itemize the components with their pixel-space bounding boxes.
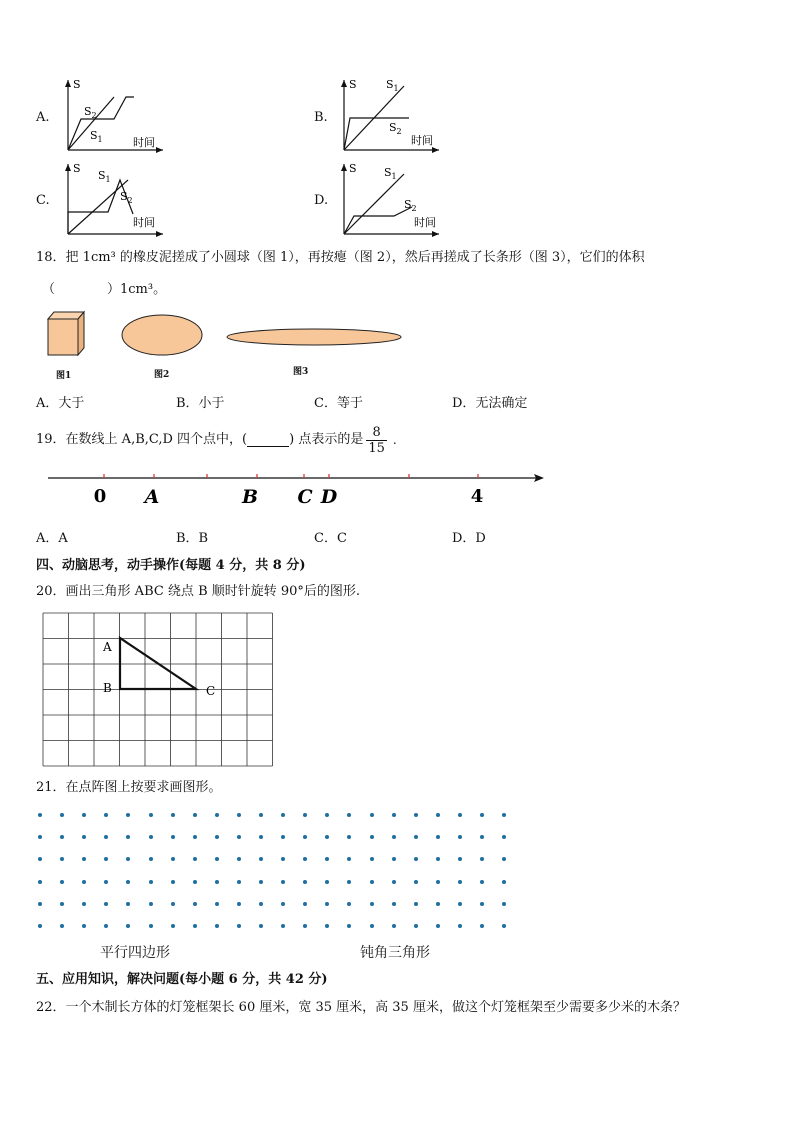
lattice-dot[interactable]	[281, 813, 285, 817]
lattice-dot[interactable]	[193, 880, 197, 884]
lattice-dot[interactable]	[370, 924, 374, 928]
point-a-label: A	[144, 486, 160, 508]
option-c-letter: C.	[36, 193, 50, 208]
lattice-dot[interactable]	[104, 924, 108, 928]
lattice-dot[interactable]	[392, 924, 396, 928]
axis-s-label: S	[73, 78, 81, 91]
lattice-dot[interactable]	[149, 835, 153, 839]
section-five-title: 五、应用知识，解决问题(每小题 6 分，共 42 分)	[36, 972, 328, 987]
lattice-dot[interactable]	[82, 924, 86, 928]
lattice-dot[interactable]	[38, 835, 42, 839]
lattice-dot[interactable]	[458, 880, 462, 884]
label-s2: $S_2$	[389, 121, 402, 136]
lattice-dot[interactable]	[104, 880, 108, 884]
lattice-dot[interactable]	[480, 902, 484, 906]
lattice-dot[interactable]	[126, 924, 130, 928]
lattice-dot[interactable]	[414, 880, 418, 884]
lattice-dot[interactable]	[281, 880, 285, 884]
lattice-dot[interactable]	[82, 880, 86, 884]
lattice-dot[interactable]	[215, 924, 219, 928]
q18-option-d[interactable]: D．无法确定	[452, 396, 528, 411]
lattice-dot[interactable]	[171, 880, 175, 884]
lattice-dot[interactable]	[325, 902, 329, 906]
lattice-dot[interactable]	[193, 902, 197, 906]
lattice-dot[interactable]	[215, 902, 219, 906]
section-four-title: 四、动脑思考，动手操作(每题 4 分，共 8 分)	[36, 558, 306, 573]
lattice-dot[interactable]	[215, 880, 219, 884]
fig2-label: 图2	[154, 370, 170, 380]
lattice-dot[interactable]	[414, 813, 418, 817]
lattice-dot[interactable]	[458, 813, 462, 817]
lattice-dot[interactable]	[347, 924, 351, 928]
lattice-dot[interactable]	[480, 857, 484, 861]
lattice-dot[interactable]	[38, 880, 42, 884]
lattice-dot[interactable]	[281, 857, 285, 861]
answer-blank[interactable]	[247, 434, 289, 447]
fraction-denominator: 15	[368, 440, 385, 456]
lattice-dot[interactable]	[303, 835, 307, 839]
lattice-dot[interactable]	[259, 835, 263, 839]
lattice-dot[interactable]	[60, 835, 64, 839]
lattice-dot[interactable]	[458, 902, 462, 906]
lattice-dot[interactable]	[60, 813, 64, 817]
graph-option-b	[334, 76, 444, 156]
lattice-dot[interactable]	[259, 813, 263, 817]
lattice-dot[interactable]	[414, 924, 418, 928]
lattice-dot[interactable]	[458, 835, 462, 839]
lattice-dot[interactable]	[414, 902, 418, 906]
line-s2	[344, 207, 412, 234]
lattice-dot[interactable]	[38, 813, 42, 817]
lattice-dot[interactable]	[347, 902, 351, 906]
graph-option-a	[58, 76, 168, 156]
lattice-dot[interactable]	[215, 857, 219, 861]
label-s2: $S_2$	[120, 190, 133, 205]
fraction-numerator: 8	[366, 425, 387, 441]
label-s1: $S_1$	[90, 129, 103, 144]
option-d-letter: D.	[314, 193, 329, 208]
lattice-dot[interactable]	[347, 880, 351, 884]
lattice-dot[interactable]	[82, 857, 86, 861]
axis-time-label: 时间	[414, 216, 436, 229]
lattice-dot[interactable]	[325, 835, 329, 839]
q19-question	[36, 420, 397, 460]
lattice-dot[interactable]	[259, 924, 263, 928]
number-line	[44, 466, 550, 512]
lattice-dot[interactable]	[392, 902, 396, 906]
lattice-dot[interactable]	[237, 835, 241, 839]
q20-question: 20．画出三角形 ABC 绕点 B 顺时针旋转 90°后的图形.	[36, 584, 361, 599]
point-c-label: C	[297, 486, 313, 508]
q19-question-prefix: 19．在数线上 A,B,C,D 四个点中，(	[36, 432, 248, 447]
lattice-dot[interactable]	[480, 924, 484, 928]
graph-option-c	[58, 160, 168, 240]
lattice-dot[interactable]	[392, 813, 396, 817]
triangle-abc	[120, 638, 196, 689]
q18-option-c[interactable]: C．等于	[314, 396, 363, 411]
lattice-dot[interactable]	[259, 902, 263, 906]
label-s2: $S_2$	[404, 198, 417, 213]
lattice-dot[interactable]	[325, 813, 329, 817]
lattice-dot[interactable]	[193, 924, 197, 928]
lattice-dot[interactable]	[38, 857, 42, 861]
lattice-dot[interactable]	[104, 813, 108, 817]
vertex-b-label: B	[103, 681, 112, 695]
lattice-dot[interactable]	[502, 902, 506, 906]
axis-time-label: 时间	[133, 136, 155, 149]
lattice-dot[interactable]	[149, 902, 153, 906]
lattice-dot[interactable]	[60, 902, 64, 906]
lattice-dot[interactable]	[149, 857, 153, 861]
lattice-dot[interactable]	[502, 880, 506, 884]
axis-s-label: S	[349, 162, 357, 175]
line-s1	[344, 174, 404, 234]
option-b-letter: B.	[314, 110, 328, 125]
lattice-dot[interactable]	[193, 813, 197, 817]
caption-obtuse-triangle: 钝角三角形	[360, 945, 430, 961]
lattice-dot[interactable]	[303, 902, 307, 906]
q22-question: 22．一个木制长方体的灯笼框架长 60 厘米，宽 35 厘米，高 35 厘米，做这个灯笼框架至少需要多少米的木条？	[36, 1000, 686, 1015]
lattice-dot[interactable]	[502, 835, 506, 839]
lattice-dot[interactable]	[325, 880, 329, 884]
lattice-dot[interactable]	[392, 857, 396, 861]
q19-option-c[interactable]: C．C	[314, 531, 347, 546]
lattice-dot[interactable]	[480, 835, 484, 839]
lattice-dot[interactable]	[281, 924, 285, 928]
vertex-c-label: C	[206, 684, 216, 698]
lattice-dot[interactable]	[237, 902, 241, 906]
lattice-dot[interactable]	[281, 902, 285, 906]
option-a-letter: A.	[36, 110, 50, 125]
lattice-dot[interactable]	[414, 835, 418, 839]
graph-option-d	[334, 160, 444, 240]
lattice-dot[interactable]	[60, 880, 64, 884]
lattice-dot[interactable]	[502, 813, 506, 817]
q18-question-line1: 18．把 1cm³ 的橡皮泥搓成了小圆球（图 1），再按瘪（图 2），然后再搓成了长条形（图 3），它们的体积	[36, 250, 645, 265]
lattice-dot[interactable]	[60, 924, 64, 928]
line-s1	[68, 180, 128, 234]
lattice-dot[interactable]	[480, 880, 484, 884]
vertex-a-label: A	[103, 640, 112, 654]
lattice-dot[interactable]	[303, 880, 307, 884]
q21-question: 21．在点阵图上按要求画图形。	[36, 780, 222, 795]
q18-option-a[interactable]: A．大于	[36, 396, 85, 411]
q19-option-d[interactable]: D．D	[452, 531, 486, 546]
lattice-dot[interactable]	[436, 880, 440, 884]
lattice-dot[interactable]	[436, 902, 440, 906]
lattice-dot[interactable]	[436, 857, 440, 861]
flattened-figure	[122, 315, 202, 355]
lattice-dot[interactable]	[126, 902, 130, 906]
label-s1: $S_1$	[384, 166, 397, 181]
lattice-dot[interactable]	[104, 902, 108, 906]
label-s1: $S_1$	[98, 169, 111, 184]
lattice-dot[interactable]	[325, 857, 329, 861]
lattice-dot[interactable]	[149, 813, 153, 817]
fig3-label: 图3	[293, 367, 309, 377]
lattice-dot[interactable]	[281, 835, 285, 839]
lattice-dot[interactable]	[237, 880, 241, 884]
label-s2: $S_2$	[84, 105, 97, 120]
label-s1: $S_1$	[386, 78, 399, 93]
lattice-dot[interactable]	[458, 924, 462, 928]
q18-option-b[interactable]: B．小于	[176, 396, 225, 411]
lattice-dot[interactable]	[237, 813, 241, 817]
q18-question-line2: （ ）1cm³。	[42, 282, 167, 297]
label-four: 4	[470, 486, 484, 507]
q19-period: .	[392, 432, 397, 447]
lattice-dot[interactable]	[82, 813, 86, 817]
lattice-dot[interactable]	[347, 857, 351, 861]
lattice-dot[interactable]	[215, 835, 219, 839]
lattice-dot[interactable]	[126, 813, 130, 817]
lattice-dot[interactable]	[303, 857, 307, 861]
lattice-dot[interactable]	[237, 857, 241, 861]
point-b-label: B	[241, 486, 259, 508]
lattice-dot[interactable]	[392, 880, 396, 884]
lattice-dot[interactable]	[149, 924, 153, 928]
lattice-dot[interactable]	[480, 813, 484, 817]
lattice-dot[interactable]	[171, 924, 175, 928]
lattice-dot[interactable]	[370, 813, 374, 817]
lattice-dot[interactable]	[502, 857, 506, 861]
lattice-dot[interactable]	[259, 880, 263, 884]
q19-option-b[interactable]: B．B	[176, 531, 209, 546]
lattice-dot[interactable]	[414, 857, 418, 861]
q19-question-suffix: ) 点表示的是	[289, 432, 364, 447]
lattice-dot[interactable]	[436, 813, 440, 817]
lattice-dot[interactable]	[82, 902, 86, 906]
clay-figures	[40, 305, 420, 380]
lattice-dot[interactable]	[126, 835, 130, 839]
grid-with-triangle[interactable]	[40, 610, 276, 770]
lattice-dot[interactable]	[193, 857, 197, 861]
lattice-dot[interactable]	[303, 924, 307, 928]
lattice-dot[interactable]	[215, 813, 219, 817]
lattice-dot[interactable]	[325, 924, 329, 928]
lattice-dot[interactable]	[436, 924, 440, 928]
strip-figure	[227, 329, 401, 345]
lattice-dot[interactable]	[171, 857, 175, 861]
lattice-dot[interactable]	[126, 857, 130, 861]
lattice-dot[interactable]	[347, 813, 351, 817]
lattice-dot[interactable]	[149, 880, 153, 884]
point-d-label: D	[320, 486, 338, 508]
caption-parallelogram: 平行四边形	[100, 945, 170, 961]
lattice-dot[interactable]	[193, 835, 197, 839]
lattice-dot[interactable]	[347, 835, 351, 839]
lattice-dot[interactable]	[502, 924, 506, 928]
lattice-dot[interactable]	[126, 880, 130, 884]
axis-time-label: 时间	[133, 216, 155, 229]
lattice-dot[interactable]	[370, 835, 374, 839]
fig1-label: 图1	[56, 371, 72, 381]
lattice-dot[interactable]	[392, 835, 396, 839]
lattice-dot[interactable]	[171, 902, 175, 906]
cube-figure	[48, 312, 84, 355]
lattice-dot[interactable]	[458, 857, 462, 861]
q19-option-a[interactable]: A．A	[36, 531, 68, 546]
fraction-8-15	[366, 425, 387, 456]
lattice-dot[interactable]	[171, 813, 175, 817]
lattice-dot[interactable]	[104, 835, 108, 839]
axis-s-label: S	[73, 162, 81, 175]
lattice-dot[interactable]	[237, 924, 241, 928]
axis-time-label: 时间	[411, 134, 433, 147]
lattice-dot[interactable]	[171, 835, 175, 839]
number-line-ticks	[104, 474, 478, 478]
lattice-dot[interactable]	[38, 924, 42, 928]
label-zero: 0	[93, 486, 107, 507]
axis-s-label: S	[349, 78, 357, 91]
lattice-dot[interactable]	[436, 835, 440, 839]
lattice-dot[interactable]	[370, 857, 374, 861]
lattice-dot[interactable]	[259, 857, 263, 861]
lattice-dot[interactable]	[370, 902, 374, 906]
lattice-dot[interactable]	[38, 902, 42, 906]
lattice-dot[interactable]	[82, 835, 86, 839]
lattice-dot[interactable]	[104, 857, 108, 861]
lattice-dot[interactable]	[60, 857, 64, 861]
lattice-dot[interactable]	[370, 880, 374, 884]
lattice-dot[interactable]	[303, 813, 307, 817]
